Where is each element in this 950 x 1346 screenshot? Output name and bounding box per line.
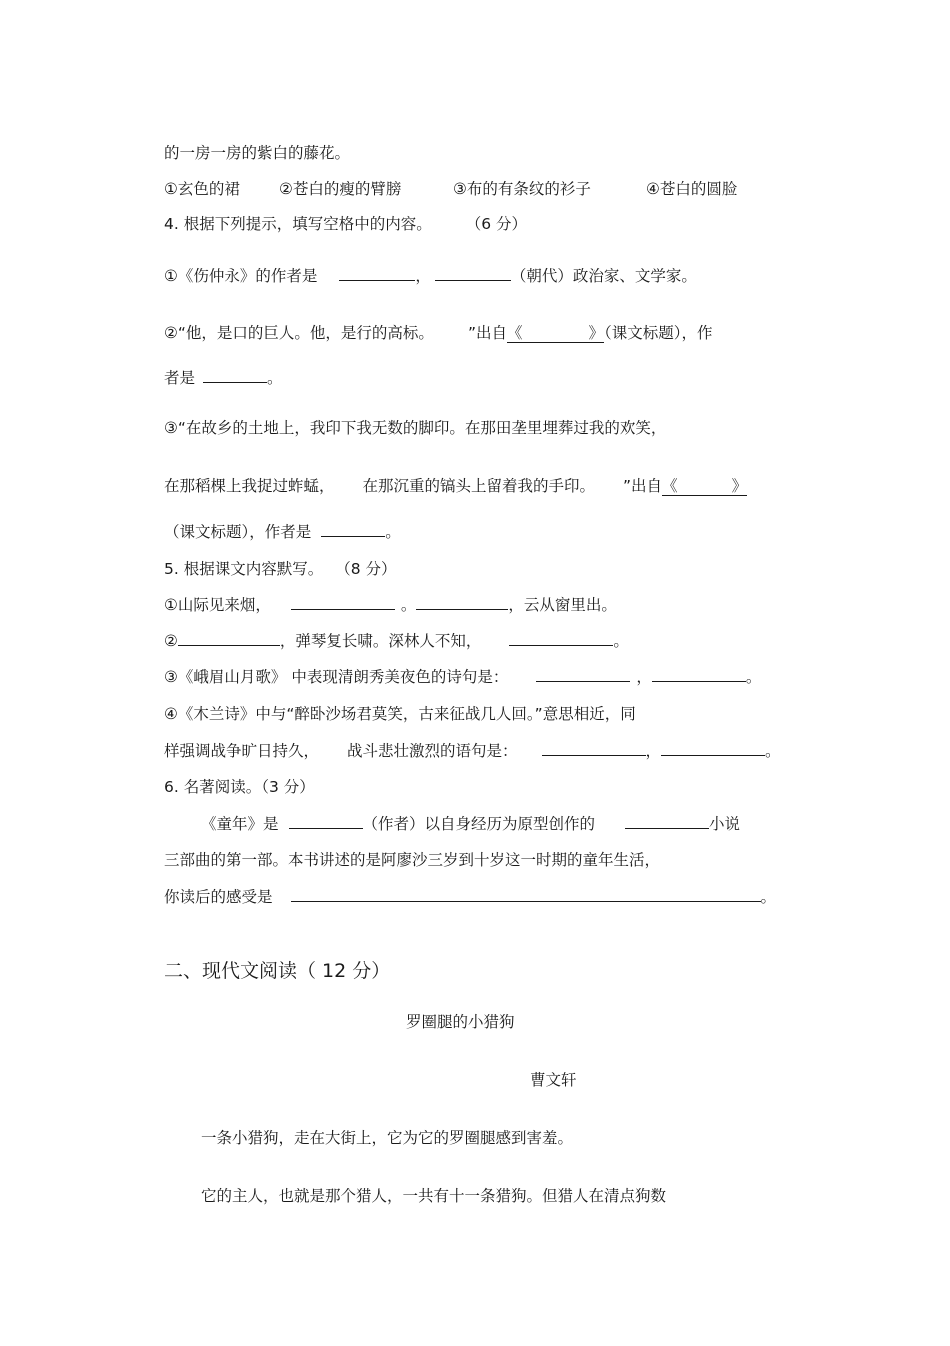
question-4-item-2-cont: 者是 。 [164,369,283,387]
option-3: ③布的有条纹的衫子 [453,180,591,198]
answer-blank[interactable]: 《 》 [662,477,748,495]
question-5-item-3: ③《峨眉山月歌》 中表现清朗秀美夜色的诗句是： ， 。 [164,668,762,686]
answer-blank[interactable] [652,667,746,682]
question-5-item-4: ④《木兰诗》中与“醉卧沙场君莫笑，古来征战几人回。”意思相近，同 [164,705,636,723]
question-6-item-1: 《童年》是 （作者）以自身经历为原型创作的 小说 [201,815,741,833]
answer-blank[interactable] [416,595,508,610]
article-author: 曹文轩 [530,1071,577,1089]
answer-blank[interactable] [291,595,395,610]
question-5-item-1: ①山际见来烟， 。 ，云从窗里出。 [164,596,617,614]
article-title: 罗圈腿的小猎狗 [406,1013,515,1031]
answer-blank[interactable] [289,814,363,829]
answer-blank[interactable] [178,631,280,646]
question-4-item-1: ①《伤仲永》的作者是 ， （朝代）政治家、文学家。 [164,267,697,285]
question-4-item-3-end: （课文标题），作者是 。 [164,523,401,541]
article-paragraph: 它的主人，也就是那个猎人，一共有十一条猎狗。但猎人在清点狗数 [201,1187,667,1205]
question-5-item-2: ② ，弹琴复长啸。深林人不知， 。 [164,632,629,650]
question-4-heading: 4. 根据下列提示，填写空格中的内容。 （6 分） [164,215,528,233]
question-4-item-2: ②“他，是口的巨人。他，是行的高标。 ”出自《 》（课文标题），作 [164,324,713,342]
answer-blank[interactable] [339,266,415,281]
article-paragraph: 一条小猎狗，走在大街上，它为它的罗圈腿感到害羞。 [201,1129,574,1147]
option-1: ①玄色的裙 [164,180,240,198]
question-5-heading: 5. 根据课文内容默写。 （8 分） [164,560,397,578]
answer-blank[interactable] [321,522,385,537]
question-6-heading: 6. 名著阅读。（3 分） [164,778,315,796]
question-6-item-2: 三部曲的第一部。本书讲述的是阿廖沙三岁到十岁这一时期的童年生活， [164,851,661,869]
question-4-item-3-cont: 在那稻棵上我捉过蚱蜢， 在那沉重的镐头上留着我的手印。 ”出自《 》 [164,477,748,495]
answer-blank[interactable] [542,741,646,756]
answer-blank[interactable] [536,667,630,682]
question-5-item-4-cont: 样强调战争旷日持久， 战斗悲壮激烈的语句是： ， 。 [164,742,781,760]
answer-blank[interactable] [661,741,765,756]
answer-blank[interactable] [509,631,613,646]
answer-blank[interactable] [291,887,761,902]
question-4-item-3: ③“在故乡的土地上，我印下我无数的脚印。在那田垄里埋葬过我的欢笑， [164,419,667,437]
option-2: ②苍白的瘦的臂膀 [279,180,402,198]
question-6-item-3: 你读后的感受是 。 [164,888,777,906]
option-4: ④苍白的圆脸 [646,180,738,198]
answer-blank[interactable] [203,368,267,383]
answer-blank[interactable]: 《 》 [506,324,604,342]
answer-blank[interactable] [435,266,511,281]
text-line: 的一房一房的紫白的藤花。 [164,144,351,162]
answer-blank[interactable] [625,814,709,829]
section-2-heading: 二、现代文阅读（ 12 分） [164,960,391,982]
